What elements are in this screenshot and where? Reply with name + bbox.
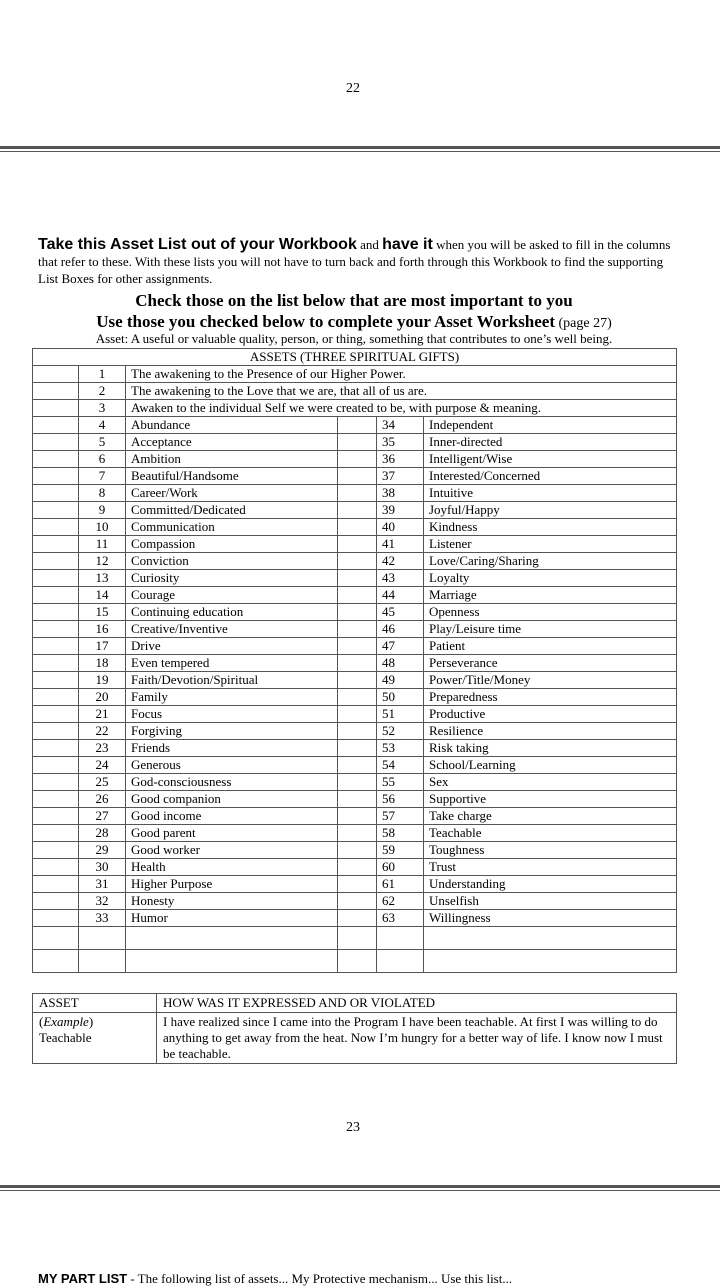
asset-name: Faith/Devotion/Spiritual (126, 672, 338, 689)
asset-name: Teachable (424, 825, 677, 842)
table-row (33, 842, 677, 859)
blank-cell (377, 950, 424, 973)
table-row (33, 553, 677, 570)
asset-name: Beautiful/Handsome (126, 468, 338, 485)
asset-number: 2 (79, 383, 126, 400)
asset-name: Joyful/Happy (424, 502, 677, 519)
asset-name: Kindness (424, 519, 677, 536)
asset-name: Focus (126, 706, 338, 723)
asset-number: 7 (79, 468, 126, 485)
check-cell (33, 740, 79, 757)
asset-name: Independent (424, 417, 677, 434)
check-cell (338, 468, 377, 485)
check-cell (338, 808, 377, 825)
page-divider-top (0, 146, 720, 152)
asset-number: 28 (79, 825, 126, 842)
asset-number: 3 (79, 400, 126, 417)
page-divider-bottom (0, 1185, 720, 1191)
asset-name: Intuitive (424, 485, 677, 502)
check-cell (33, 383, 79, 400)
asset-number: 20 (79, 689, 126, 706)
asset-name: Health (126, 859, 338, 876)
check-cell (33, 638, 79, 655)
asset-number: 49 (377, 672, 424, 689)
asset-number: 33 (79, 910, 126, 927)
asset-number: 63 (377, 910, 424, 927)
asset-number: 11 (79, 536, 126, 553)
check-cell (33, 502, 79, 519)
asset-number: 48 (377, 655, 424, 672)
asset-number: 21 (79, 706, 126, 723)
heading-check: Check those on the list below that are most important to you (135, 291, 573, 310)
example-paren-close: ) (88, 1014, 94, 1029)
table-row (33, 774, 677, 791)
table-row (33, 825, 677, 842)
blank-cell (79, 950, 126, 973)
check-cell (338, 672, 377, 689)
asset-number: 15 (79, 604, 126, 621)
asset-number: 37 (377, 468, 424, 485)
check-cell (33, 417, 79, 434)
check-cell (338, 774, 377, 791)
asset-number: 54 (377, 757, 424, 774)
asset-name: Curiosity (126, 570, 338, 587)
check-cell (338, 757, 377, 774)
asset-name: Willingness (424, 910, 677, 927)
asset-number: 14 (79, 587, 126, 604)
blank-row (33, 950, 677, 973)
check-cell (33, 434, 79, 451)
check-cell (338, 604, 377, 621)
check-cell (33, 757, 79, 774)
blank-cell (79, 927, 126, 950)
table-row (33, 366, 677, 383)
table-row (33, 672, 677, 689)
asset-name: Good income (126, 808, 338, 825)
asset-name: Trust (424, 859, 677, 876)
check-cell (338, 502, 377, 519)
intro-and: and (356, 237, 383, 252)
check-cell (338, 519, 377, 536)
check-cell (33, 604, 79, 621)
check-cell (338, 842, 377, 859)
table-row (33, 723, 677, 740)
asset-name: God-consciousness (126, 774, 338, 791)
check-cell (338, 655, 377, 672)
asset-name: Courage (126, 587, 338, 604)
asset-name: Supportive (424, 791, 677, 808)
heading-use-text: Use those you checked below to complete your Asset Worksheet (96, 312, 556, 331)
asset-number: 34 (377, 417, 424, 434)
asset-number: 47 (377, 638, 424, 655)
table-row (33, 893, 677, 910)
asset-number: 17 (79, 638, 126, 655)
asset-number: 22 (79, 723, 126, 740)
asset-number: 1 (79, 366, 126, 383)
asset-number: 41 (377, 536, 424, 553)
asset-name: Perseverance (424, 655, 677, 672)
intro-bold-1: Take this Asset List out of your Workbook (38, 236, 357, 253)
asset-name: Toughness (424, 842, 677, 859)
check-cell (33, 400, 79, 417)
check-cell (33, 689, 79, 706)
blank-cell (126, 950, 338, 973)
asset-number: 60 (377, 859, 424, 876)
example-header-asset: ASSET (33, 994, 157, 1013)
check-cell (338, 740, 377, 757)
asset-number: 30 (79, 859, 126, 876)
asset-number: 62 (377, 893, 424, 910)
asset-number: 39 (377, 502, 424, 519)
asset-number: 46 (377, 621, 424, 638)
asset-number: 4 (79, 417, 126, 434)
example-header-expressed: HOW WAS IT EXPRESSED AND OR VIOLATED (157, 994, 677, 1013)
asset-name: Ambition (126, 451, 338, 468)
asset-name: Drive (126, 638, 338, 655)
asset-name: Good worker (126, 842, 338, 859)
asset-number: 8 (79, 485, 126, 502)
table-row (33, 383, 677, 400)
check-cell (33, 485, 79, 502)
asset-name: Intelligent/Wise (424, 451, 677, 468)
asset-definition: Asset: A useful or valuable quality, person, or thing, something that contributes to one’s well being. (95, 331, 613, 346)
asset-number: 16 (79, 621, 126, 638)
asset-number: 38 (377, 485, 424, 502)
intro-rest: when you will be asked to fill in the columns that refer to these. With these lists you will not have to turn back and forth through this Workbook to find the supporting List Boxes for other assignments. (38, 237, 671, 286)
asset-number: 9 (79, 502, 126, 519)
check-cell (33, 876, 79, 893)
check-cell (338, 485, 377, 502)
page-number-bottom: 23 (346, 1120, 360, 1135)
asset-table-title: ASSETS (THREE SPIRITUAL GIFTS) (33, 349, 677, 366)
check-cell (338, 621, 377, 638)
check-cell (338, 587, 377, 604)
example-paren-open: ( (39, 1014, 44, 1029)
table-row (33, 859, 677, 876)
table-row (33, 570, 677, 587)
check-cell (338, 417, 377, 434)
asset-name: Risk taking (424, 740, 677, 757)
asset-name: Communication (126, 519, 338, 536)
asset-number: 18 (79, 655, 126, 672)
asset-name: Good parent (126, 825, 338, 842)
asset-name: Higher Purpose (126, 876, 338, 893)
asset-name: Productive (424, 706, 677, 723)
asset-number: 57 (377, 808, 424, 825)
blank-cell (338, 950, 377, 973)
asset-number: 59 (377, 842, 424, 859)
check-cell (33, 655, 79, 672)
asset-number: 51 (377, 706, 424, 723)
asset-number: 19 (79, 672, 126, 689)
asset-name: Humor (126, 910, 338, 927)
check-cell (33, 570, 79, 587)
table-row (33, 808, 677, 825)
check-cell (33, 366, 79, 383)
table-row (33, 400, 677, 417)
blank-cell (33, 950, 79, 973)
table-row (33, 587, 677, 604)
check-cell (338, 825, 377, 842)
table-row (33, 876, 677, 893)
check-cell (33, 791, 79, 808)
check-cell (33, 825, 79, 842)
asset-name: Creative/Inventive (126, 621, 338, 638)
asset-number: 35 (377, 434, 424, 451)
asset-name: Power/Title/Money (424, 672, 677, 689)
asset-name: Abundance (126, 417, 338, 434)
check-cell (338, 638, 377, 655)
example-text: I have realized since I came into the Program I have been teachable. At first I was willing to do anything to get away from the heat. Now I’m hungry for a better way of life. I know now I must be teachable. (157, 1013, 677, 1064)
asset-name: Openness (424, 604, 677, 621)
blank-cell (33, 927, 79, 950)
check-cell (338, 893, 377, 910)
table-row (33, 689, 677, 706)
asset-number: 36 (377, 451, 424, 468)
table-row (33, 485, 677, 502)
asset-name: Forgiving (126, 723, 338, 740)
check-cell (33, 723, 79, 740)
table-row (33, 502, 677, 519)
asset-name: Acceptance (126, 434, 338, 451)
asset-number: 6 (79, 451, 126, 468)
check-cell (33, 519, 79, 536)
check-cell (33, 587, 79, 604)
asset-name: Even tempered (126, 655, 338, 672)
asset-name: Generous (126, 757, 338, 774)
check-cell (33, 910, 79, 927)
asset-name: Understanding (424, 876, 677, 893)
asset-name: Interested/Concerned (424, 468, 677, 485)
asset-name: Loyalty (424, 570, 677, 587)
asset-name: Unselfish (424, 893, 677, 910)
asset-name: The awakening to the Presence of our Higher Power. (126, 366, 677, 383)
example-table (32, 993, 677, 1064)
asset-number: 40 (377, 519, 424, 536)
asset-number: 12 (79, 553, 126, 570)
asset-name: Committed/Dedicated (126, 502, 338, 519)
table-row (33, 791, 677, 808)
asset-number: 13 (79, 570, 126, 587)
asset-number: 10 (79, 519, 126, 536)
blank-cell (338, 927, 377, 950)
asset-number: 52 (377, 723, 424, 740)
table-row (33, 604, 677, 621)
asset-name: Love/Caring/Sharing (424, 553, 677, 570)
asset-number: 31 (79, 876, 126, 893)
check-cell (33, 859, 79, 876)
asset-number: 42 (377, 553, 424, 570)
asset-name: Patient (424, 638, 677, 655)
asset-name: Play/Leisure time (424, 621, 677, 638)
check-cell (33, 672, 79, 689)
blank-cell (377, 927, 424, 950)
check-cell (338, 451, 377, 468)
check-cell (33, 774, 79, 791)
table-row (33, 638, 677, 655)
asset-name: Marriage (424, 587, 677, 604)
example-label: Example (43, 1014, 89, 1029)
check-cell (33, 893, 79, 910)
asset-number: 61 (377, 876, 424, 893)
asset-name: School/Learning (424, 757, 677, 774)
blank-row (33, 927, 677, 950)
asset-number: 24 (79, 757, 126, 774)
blank-cell (126, 927, 338, 950)
check-cell (338, 689, 377, 706)
heading-page-ref: (page 27) (555, 316, 612, 331)
check-cell (338, 536, 377, 553)
intro-paragraph (38, 236, 674, 287)
table-row (33, 451, 677, 468)
check-cell (33, 808, 79, 825)
check-cell (338, 570, 377, 587)
table-row (33, 621, 677, 638)
asset-number: 58 (377, 825, 424, 842)
asset-name: Honesty (126, 893, 338, 910)
asset-number: 32 (79, 893, 126, 910)
asset-number: 55 (377, 774, 424, 791)
table-row (33, 910, 677, 927)
check-cell (33, 553, 79, 570)
asset-number: 27 (79, 808, 126, 825)
intro-bold-2: have it (382, 236, 433, 253)
asset-name: Career/Work (126, 485, 338, 502)
check-cell (338, 859, 377, 876)
asset-name: Continuing education (126, 604, 338, 621)
table-row (33, 536, 677, 553)
asset-number: 44 (377, 587, 424, 604)
table-row (33, 519, 677, 536)
table-row (33, 706, 677, 723)
check-cell (338, 910, 377, 927)
asset-name: Good companion (126, 791, 338, 808)
check-cell (338, 553, 377, 570)
asset-name: The awakening to the Love that we are, that all of us are. (126, 383, 677, 400)
table-row (33, 417, 677, 434)
blank-cell (424, 927, 677, 950)
example-asset-value: Teachable (39, 1030, 92, 1045)
check-cell (338, 791, 377, 808)
asset-name: Conviction (126, 553, 338, 570)
page-number-top: 22 (346, 81, 360, 96)
next-page-heading (38, 1271, 512, 1287)
check-cell (338, 723, 377, 740)
asset-name: Listener (424, 536, 677, 553)
check-cell (338, 706, 377, 723)
check-cell (33, 468, 79, 485)
asset-name: Awaken to the individual Self we were created to be, with purpose & meaning. (126, 400, 677, 417)
asset-name: Compassion (126, 536, 338, 553)
asset-number: 23 (79, 740, 126, 757)
table-row (33, 655, 677, 672)
table-row (33, 740, 677, 757)
asset-number: 43 (377, 570, 424, 587)
table-row (33, 468, 677, 485)
check-cell (33, 842, 79, 859)
check-cell (33, 621, 79, 638)
next-page-rest: - The following list of assets... My Protective mechanism... Use this list... (127, 1271, 513, 1286)
asset-name: Friends (126, 740, 338, 757)
asset-name: Preparedness (424, 689, 677, 706)
asset-name: Resilience (424, 723, 677, 740)
example-asset-cell (33, 1013, 157, 1064)
asset-name: Family (126, 689, 338, 706)
table-row (33, 757, 677, 774)
check-cell (33, 706, 79, 723)
check-cell (33, 536, 79, 553)
asset-number: 53 (377, 740, 424, 757)
check-cell (33, 451, 79, 468)
asset-number: 56 (377, 791, 424, 808)
asset-number: 29 (79, 842, 126, 859)
asset-name: Inner-directed (424, 434, 677, 451)
table-row (33, 434, 677, 451)
asset-table (32, 348, 677, 973)
blank-cell (424, 950, 677, 973)
asset-name: Take charge (424, 808, 677, 825)
asset-number: 5 (79, 434, 126, 451)
asset-number: 45 (377, 604, 424, 621)
asset-name: Sex (424, 774, 677, 791)
asset-number: 50 (377, 689, 424, 706)
check-cell (338, 876, 377, 893)
check-cell (338, 434, 377, 451)
asset-number: 26 (79, 791, 126, 808)
next-page-bold: MY PART LIST (38, 1271, 128, 1286)
asset-number: 25 (79, 774, 126, 791)
